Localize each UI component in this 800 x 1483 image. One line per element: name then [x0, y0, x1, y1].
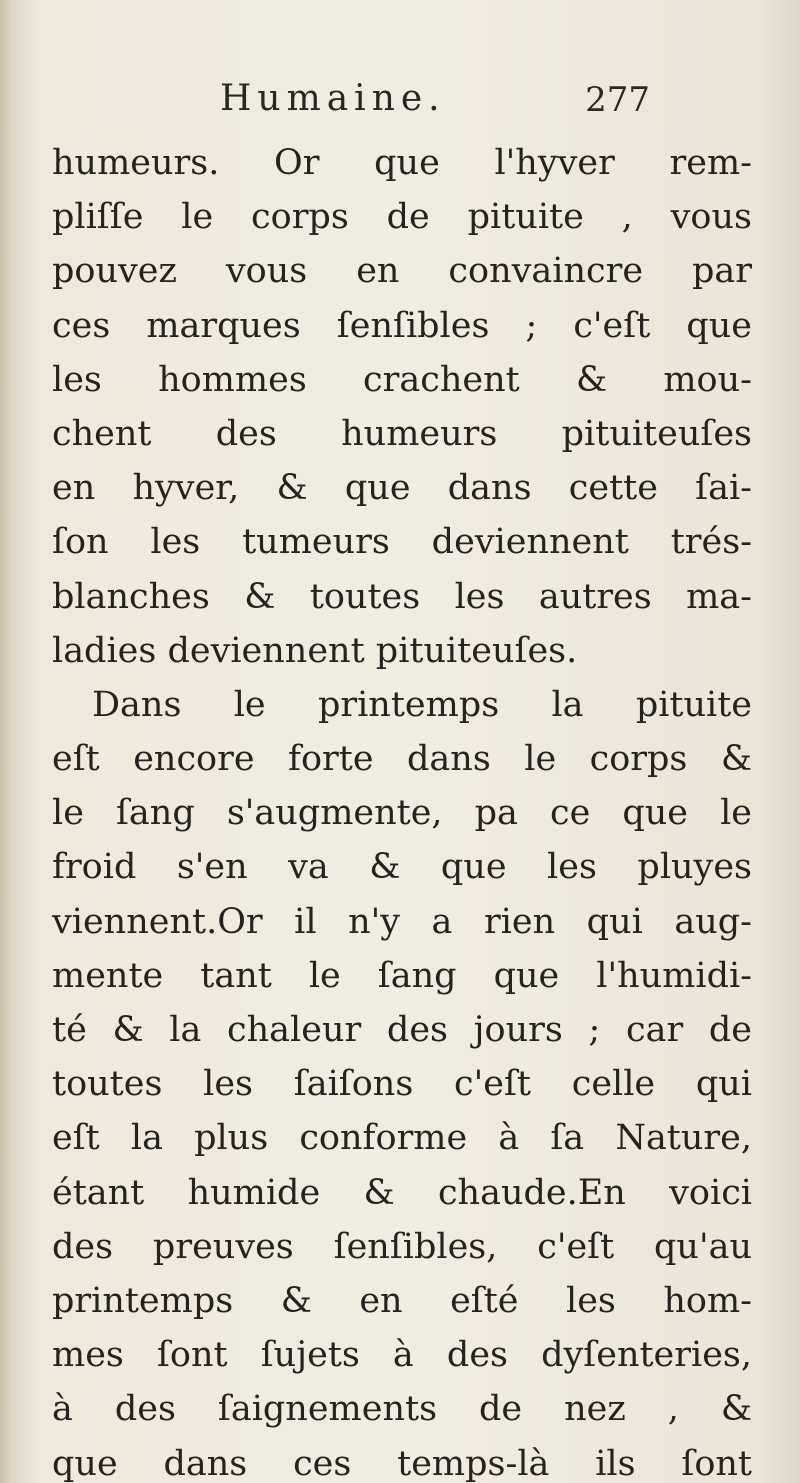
page-number: 277 — [585, 80, 650, 120]
text-line: ladies deviennent pituiteuſes. — [52, 630, 578, 671]
text-line: étant humide & chaude.En voici — [52, 1172, 752, 1213]
text-line: chent des humeurs pituiteuſes — [52, 413, 752, 454]
page-gutter — [0, 0, 14, 1483]
body-text — [52, 136, 752, 1483]
text-line: des preuves ſenſibles, c'eſt qu'au — [52, 1226, 752, 1267]
text-line: printemps & en eſté les hom- — [52, 1280, 752, 1321]
text-line: le ſang s'augmente, pa ce que le — [52, 793, 752, 834]
text-line: eſt encore forte dans le corps & — [52, 739, 752, 780]
page-header — [220, 78, 660, 138]
text-line: ſon les tumeurs deviennent trés- — [52, 522, 752, 563]
text-line: froid s'en va & que les pluyes — [52, 847, 752, 888]
text-line: ces marques ſenſibles ; c'eſt que — [52, 305, 752, 346]
text-line: blanches & toutes les autres ma- — [52, 576, 752, 617]
text-line: Dans le printemps la pituite — [92, 684, 752, 725]
running-head: Humaine. — [220, 78, 446, 119]
text-line: les hommes crachent & mou- — [52, 359, 752, 400]
text-line: en hyver, & que dans cette ſai- — [52, 468, 752, 509]
text-line: humeurs. Or que l'hyver rem- — [52, 143, 752, 183]
text-line: toutes les ſaiſons c'eſt celle qui — [52, 1064, 752, 1105]
text-line: que dans ces temps-là ils ſont — [52, 1443, 752, 1483]
text-line: viennent.Or il n'y a rien qui aug- — [52, 901, 752, 942]
text-line: mes ſont ſujets à des dyſenteries, — [52, 1335, 752, 1376]
text-line: eſt la plus conforme à ſa Nature, — [52, 1118, 752, 1159]
text-line: pouvez vous en convaincre par — [52, 251, 752, 292]
text-line: à des ſaignements de nez , & — [52, 1389, 752, 1430]
text-line: mente tant le ſang que l'humidi- — [52, 955, 752, 996]
text-line: pliſſe le corps de pituite , vous — [52, 197, 752, 238]
text-line: té & la chaleur des jours ; car de — [52, 1010, 752, 1050]
